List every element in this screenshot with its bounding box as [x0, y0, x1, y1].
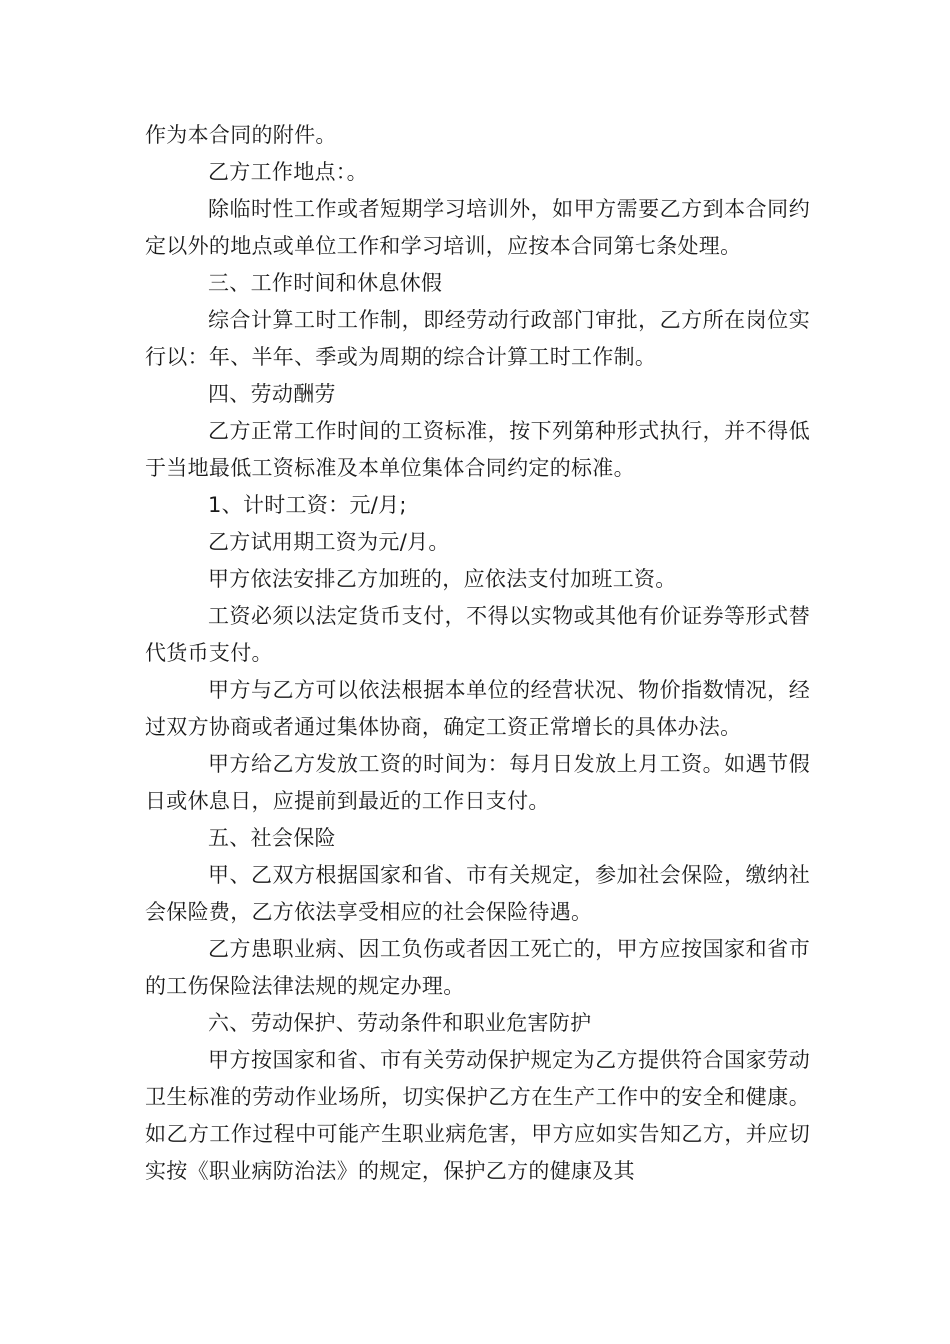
paragraph-probation-wage: 乙方试用期工资为元/月。 — [208, 530, 450, 554]
paragraph-legal-currency: 工资必须以法定货币支付，不得以实物或其他有价证券等形式替代货币支付。 — [145, 604, 810, 665]
section-heading-remuneration: 四、劳动酬劳 — [208, 382, 336, 406]
document-body — [145, 117, 810, 1190]
paragraph-wage-growth: 甲方与乙方可以依法根据本单位的经营状况、物价指数情况，经过双方协商或者通过集体协商，确定工资正常增长的具体办法。 — [145, 678, 810, 739]
section-heading-work-hours: 三、工作时间和休息休假 — [208, 271, 443, 295]
paragraph-wage-standard: 乙方正常工作时间的工资标准，按下列第种形式执行，并不得低于当地最低工资标准及本单位集体合同约定的标准。 — [145, 419, 810, 480]
paragraph-hourly-wage: 1、计时工资：元/月; — [208, 493, 407, 517]
section-heading-social-insurance: 五、社会保险 — [208, 826, 336, 850]
section-heading-labor-protection: 六、劳动保护、劳动条件和职业危害防护 — [208, 1011, 592, 1035]
paragraph-work-location: 乙方工作地点：。 — [208, 160, 368, 184]
paragraph-overtime: 甲方依法安排乙方加班的，应依法支付加班工资。 — [208, 567, 677, 591]
paragraph-safety-provision: 甲方按国家和省、市有关劳动保护规定为乙方提供符合国家劳动卫生标准的劳动作业场所，切实保护乙方在生产工作中的安全和健康。如乙方工作过程中可能产生职业病危害，甲方应如实告知乙方，并应切实按《职业病防治法》的规定，保护乙方的健康及其 — [145, 1048, 810, 1183]
paragraph-temporary-work: 除临时性工作或者短期学习培训外，如甲方需要乙方到本合同约定以外的地点或单位工作和学习培训，应按本合同第七条处理。 — [145, 197, 810, 258]
paragraph-work-injury: 乙方患职业病、因工负伤或者因工死亡的，甲方应按国家和省市的工伤保险法律法规的规定办理。 — [145, 937, 810, 998]
paragraph-comprehensive-hours: 综合计算工时工作制，即经劳动行政部门审批，乙方所在岗位实行以：年、半年、季或为周期的综合计算工时工作制。 — [145, 308, 810, 369]
paragraph-pay-date: 甲方给乙方发放工资的时间为：每月日发放上月工资。如遇节假日或休息日，应提前到最近的工作日支付。 — [145, 752, 810, 813]
paragraph-insurance-participation: 甲、乙双方根据国家和省、市有关规定，参加社会保险，缴纳社会保险费，乙方依法享受相应的社会保险待遇。 — [145, 863, 810, 924]
paragraph-continuation: 作为本合同的附件。 — [145, 123, 337, 147]
